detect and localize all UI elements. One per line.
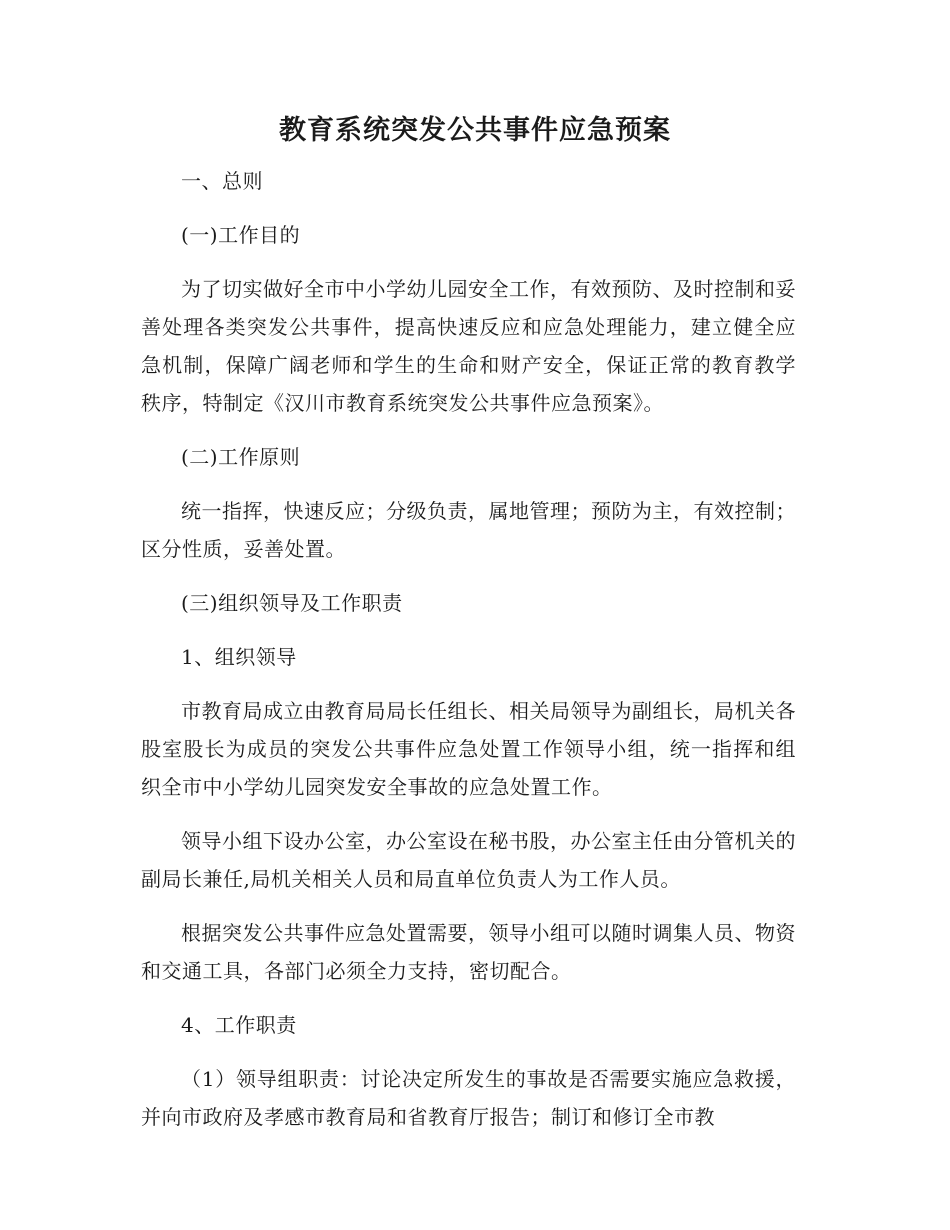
subsection-heading-purpose: (一)工作目的	[181, 223, 301, 247]
item-heading-leadership: 1、组织领导	[181, 645, 297, 669]
paragraph-leadership-group: 市教育局成立由教育局局长任组长、相关局领导为副组长，局机关各股室股长为成员的突发公共事件应急处置工作领导小组，统一指挥和组织全市中小学幼儿园突发安全事故的应急处置工作。	[141, 699, 796, 799]
paragraph-principles: 统一指挥，快速反应；分级负责，属地管理；预防为主，有效控制；区分性质，妥善处置。	[141, 499, 796, 561]
paragraph-office: 领导小组下设办公室，办公室设在秘书股，办公室主任由分管机关的副局长兼任,局机关相关人员和局直单位负责人为工作人员。	[141, 829, 796, 891]
document-title: 教育系统突发公共事件应急预案	[279, 115, 671, 146]
item-heading-duties: 4、工作职责	[181, 1013, 297, 1037]
subsection-heading-organization: (三)组织领导及工作职责	[181, 591, 403, 615]
document-body	[141, 162, 796, 1136]
subsection-heading-principles: (二)工作原则	[181, 445, 301, 469]
paragraph-leader-duties: （1）领导组职责：讨论决定所发生的事故是否需要实施应急救援，并向市政府及孝感市教育局和省教育厅报告；制订和修订全市教	[141, 1067, 796, 1129]
section-heading-general: 一、总则	[181, 169, 263, 193]
paragraph-purpose: 为了切实做好全市中小学幼儿园安全工作，有效预防、及时控制和妥善处理各类突发公共事件，提高快速反应和应急处理能力，建立健全应急机制，保障广阔老师和学生的生命和财产安全，保证正常的教育教学秩序，特制定《汉川市教育系统突发公共事件应急预案》。	[141, 277, 796, 415]
paragraph-resources: 根据突发公共事件应急处置需要，领导小组可以随时调集人员、物资和交通工具，各部门必须全力支持，密切配合。	[141, 921, 796, 983]
